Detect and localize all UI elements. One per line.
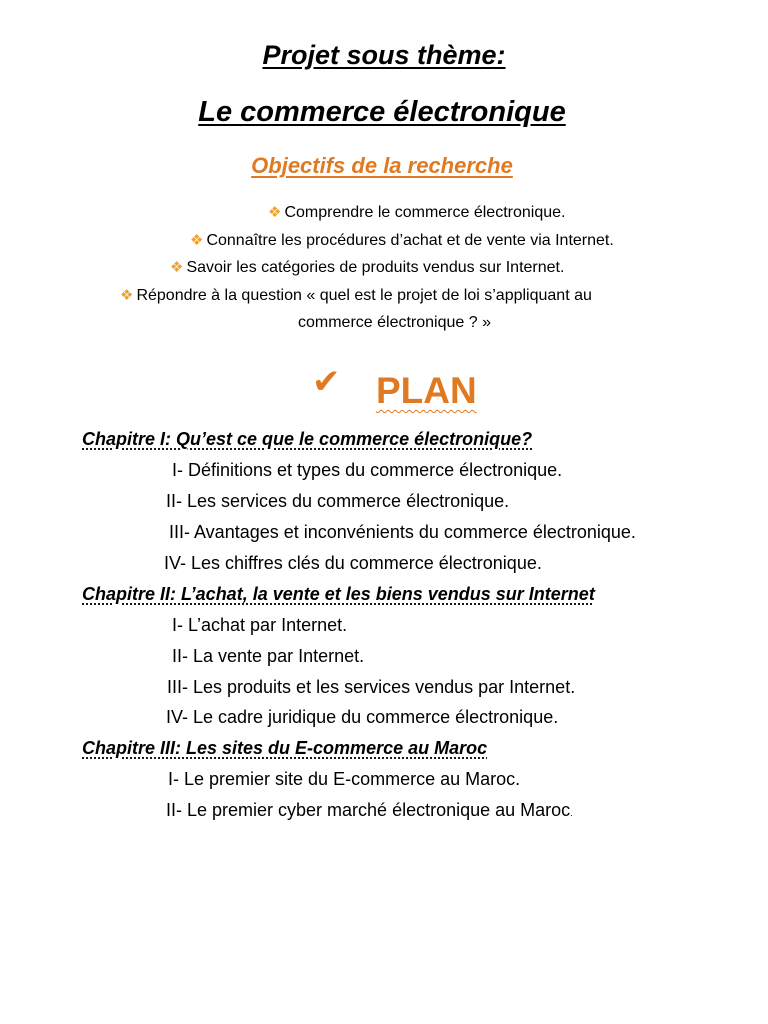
diamond-bullet-icon: ❖ (190, 232, 204, 249)
title-line-1: Projet sous thème: (262, 40, 506, 70)
objective-item: ❖ Savoir les catégories de produits vendus sur Internet. (170, 259, 565, 276)
plan-item: II- La vente par Internet. (172, 646, 365, 666)
objective-item: ❖ Connaître les procédures d’achat et de vente via Internet. (190, 232, 614, 249)
objective-item: ❖ Répondre à la question « quel est le projet de loi s’appliquant au (120, 287, 592, 304)
diamond-bullet-icon: ❖ (268, 204, 282, 221)
plan-item: I- L’achat par Internet. (172, 615, 348, 635)
plan-item: I- Définitions et types du commerce électronique. (172, 460, 563, 480)
trailing-period: . (570, 808, 573, 818)
plan-item: IV- Le cadre juridique du commerce électronique. (166, 707, 559, 727)
plan-item: II- Les services du commerce électronique. (166, 491, 510, 511)
plan-heading: PLAN (376, 370, 477, 411)
objective-item-continuation: commerce électronique ? » (298, 314, 491, 331)
plan-item: II- Le premier cyber marché électronique au Maroc. (166, 800, 573, 820)
plan-item: III- Avantages et inconvénients du commerce électronique. (169, 522, 636, 542)
title-line-2: Le commerce électronique (198, 96, 566, 128)
checkmark-icon: ✔ (312, 363, 341, 401)
chapter-title: Chapitre III: Les sites du E-commerce au Maroc (82, 738, 488, 758)
plan-item: III- Les produits et les services vendus par Internet. (167, 677, 576, 697)
plan-item: I- Le premier site du E-commerce au Maroc. (168, 769, 521, 789)
chapter-title: Chapitre II: L’achat, la vente et les biens vendus sur Internet (82, 584, 595, 604)
diamond-bullet-icon: ❖ (170, 259, 184, 276)
objectives-heading: Objectifs de la recherche (251, 153, 513, 178)
diamond-bullet-icon: ❖ (120, 287, 134, 304)
chapter-title: Chapitre I: Qu’est ce que le commerce électronique? (82, 429, 533, 449)
objective-item: ❖ Comprendre le commerce électronique. (268, 204, 566, 221)
plan-item: IV- Les chiffres clés du commerce électronique. (164, 553, 542, 573)
